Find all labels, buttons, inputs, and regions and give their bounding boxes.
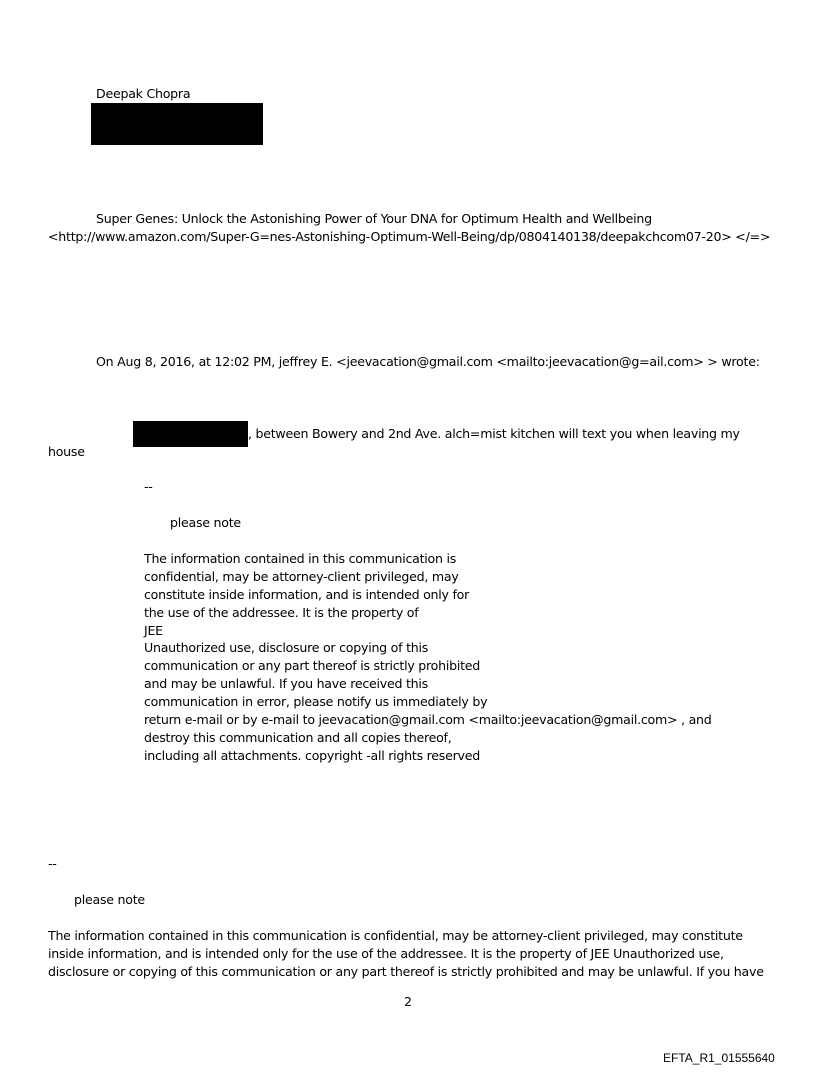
outer-disclaimer (48, 927, 764, 981)
redaction-box (91, 103, 263, 145)
disclaimer-line: The information contained in this communication is confidential, may be attorney-client privileged, may constitute (48, 928, 743, 943)
disclaimer-line: communication or any part thereof is strictly prohibited (144, 658, 481, 674)
disclaimer-line: communication in error, please notify us immediately by (144, 694, 488, 710)
disclaimer-line: return e-mail or by e-mail to jeevacation@gmail.com <mailto:jeevacation@gmail.com> , and (144, 712, 712, 728)
disclaimer-line: JEE (144, 622, 163, 638)
disclaimer-line: disclosure or copying of this communication or any part thereof is strictly prohibited and may be unlawful. If you have (48, 963, 764, 979)
book-link: <http://www.amazon.com/Super-G=nes-Astonishing-Optimum-Well-Being/dp/0804140138/deepakchcom07-20> </=> (48, 229, 771, 244)
inner-note: please note (170, 515, 241, 530)
book-title: Super Genes: Unlock the Astonishing Power of Your DNA for Optimum Health and Wellbeing (96, 211, 652, 226)
quote-header: On Aug 8, 2016, at 12:02 PM, jeffrey E. <jeevacation@gmail.com <mailto:jeevacation@g=ail.com> > wrote: (96, 354, 760, 369)
disclaimer-line: constitute inside information, and is intended only for (144, 586, 470, 602)
message-line: , between Bowery and 2nd Ave. alch=mist kitchen will text you when leaving my (248, 426, 740, 441)
outer-note: please note (74, 892, 145, 907)
disclaimer-line: Unauthorized use, disclosure or copying of this (144, 640, 429, 656)
sender-name: Deepak Chopra (96, 86, 191, 101)
disclaimer-line: The information contained in this communication is (144, 551, 457, 566)
disclaimer-line: the use of the addressee. It is the property of (144, 604, 419, 620)
redaction-box (133, 421, 248, 447)
document-id: EFTA_R1_01555640 (663, 1051, 775, 1065)
disclaimer-line: destroy this communication and all copies thereof, (144, 729, 452, 745)
page-number: 2 (404, 994, 412, 1009)
disclaimer-line: confidential, may be attorney-client privileged, may (144, 568, 459, 584)
inner-separator: -- (144, 479, 153, 494)
inner-disclaimer (144, 550, 712, 765)
message-line: house (48, 444, 85, 459)
disclaimer-line: including all attachments. copyright -all rights reserved (144, 747, 480, 763)
disclaimer-line: and may be unlawful. If you have received this (144, 676, 428, 692)
outer-separator: -- (48, 856, 57, 871)
disclaimer-line: inside information, and is intended only for the use of the addressee. It is the property of JEE Unauthorized use, (48, 945, 724, 961)
